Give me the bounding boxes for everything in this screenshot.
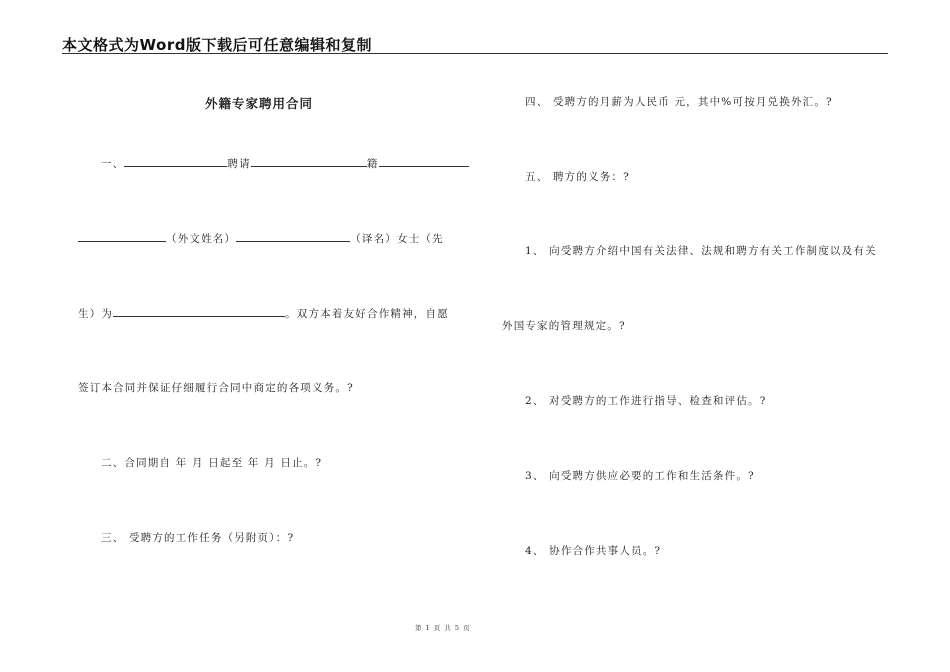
translated-name-label: （译名）女士（先 xyxy=(350,233,444,245)
left-paragraph-5: 二、合同期自 年 月 日起至 年 月 日止。? xyxy=(101,457,323,469)
left-paragraph-6: 三、 受聘方的工作任务（另附页）：? xyxy=(101,532,295,544)
clause-3-suffix: 。双方本着友好合作精神，自愿 xyxy=(285,308,449,320)
clause-3-prefix: 生）为 xyxy=(78,308,114,320)
clause-1-hire-word: 聘请 xyxy=(227,158,251,170)
nationality-blank[interactable] xyxy=(251,155,367,167)
left-paragraph-2 xyxy=(78,230,444,246)
clause-1-prefix: 一、 xyxy=(101,158,125,170)
position-blank[interactable] xyxy=(113,305,285,317)
document-header-banner: 本文格式为Word版下载后可任意编辑和复制 xyxy=(62,36,372,54)
right-paragraph-4: 外国专家的管理规定。? xyxy=(502,320,626,332)
right-paragraph-1: 四、 受聘方的月薪为人民币 元，其中%可按月兑换外汇。? xyxy=(525,96,833,108)
document-title: 外籍专家聘用合同 xyxy=(205,96,314,111)
foreign-name-label: （外文姓名） xyxy=(166,233,237,245)
left-paragraph-1 xyxy=(101,155,469,171)
left-paragraph-3 xyxy=(78,305,449,321)
right-paragraph-6: 3、 向受聘方供应必要的工作和生活条件。? xyxy=(525,470,755,482)
right-paragraph-2: 五、 聘方的义务：? xyxy=(525,171,630,183)
expert-name-blank[interactable] xyxy=(379,155,469,167)
right-paragraph-3: 1、 向受聘方介绍中国有关法律、法规和聘方有关工作制度以及有关 xyxy=(525,245,877,257)
foreign-name-blank[interactable] xyxy=(78,230,166,242)
translated-name-blank[interactable] xyxy=(236,230,350,242)
right-paragraph-7: 4、 协作合作共事人员。? xyxy=(525,545,662,557)
header-divider xyxy=(62,53,888,54)
page-number: 第 1 页 共 5 页 xyxy=(415,624,471,632)
clause-1-nationality-word: 籍 xyxy=(366,158,379,170)
employer-name-blank[interactable] xyxy=(124,155,227,167)
right-paragraph-5: 2、 对受聘方的工作进行指导、检查和评估。? xyxy=(525,395,767,407)
left-paragraph-4: 签订本合同并保证仔细履行合同中商定的各项义务。? xyxy=(78,382,354,394)
